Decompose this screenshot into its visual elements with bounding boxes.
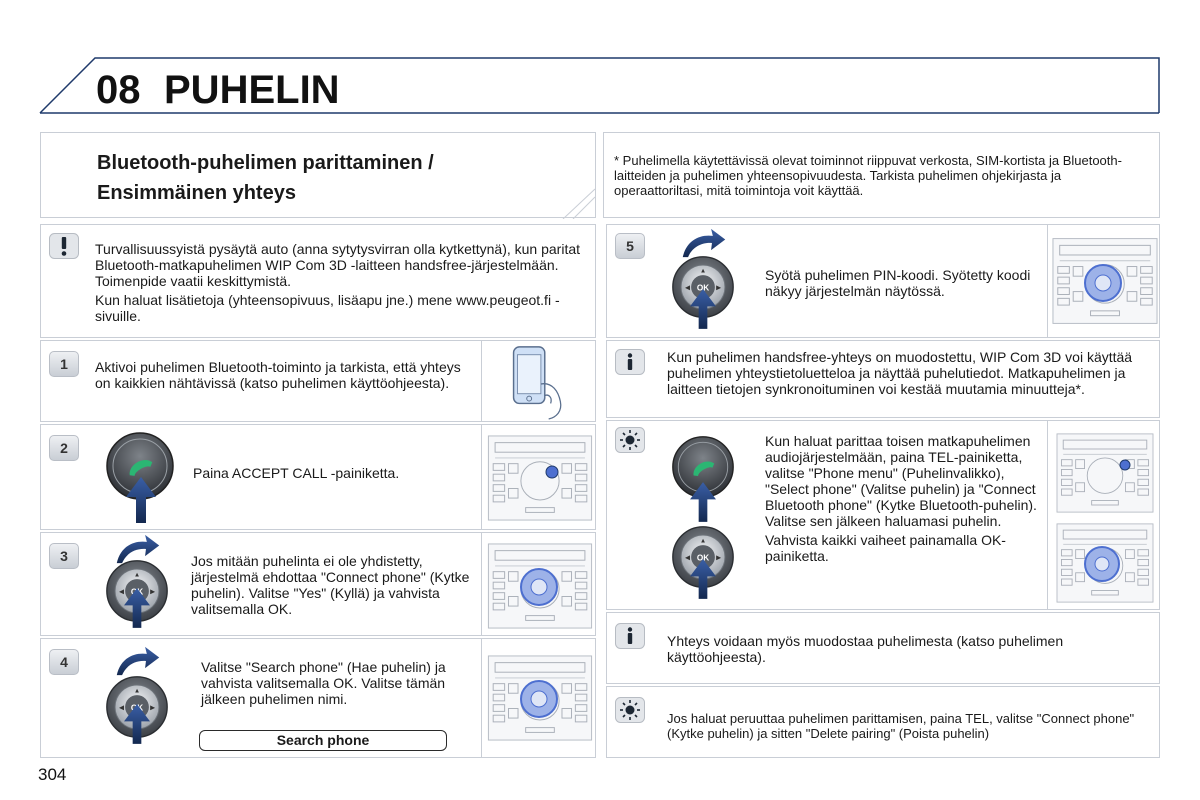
step-1-badge: 1 [49,351,79,377]
step-2-badge: 2 [49,435,79,461]
tip-1-divider [1047,421,1048,609]
info-2-text: Yhteys voidaan myös muodostaa puhelimesta (katso puhelimen käyttöohjeesta). [667,633,1064,665]
step-5-text: Syötä puhelimen PIN-koodi. Syötetty koodi näkyy järjestelmän näytössä. [765,267,1031,299]
info-box-1 [606,340,1160,418]
info-icon [615,349,645,375]
chapter-number: 08 [96,68,141,112]
info-box-2 [606,612,1160,684]
warning-box [40,224,596,338]
footnote-text: * Puhelimella käytettävissä olevat toiminnot riippuvat verkosta, SIM-kortista ja Bluetooth-laitteiden ja puhelimen yhteensopivuudesta. Tarkista puhelimen ohjekirjasta ja operaattoriltasi, mitä toimintoja voit käyttää. [614,153,1122,198]
step-1-divider [481,341,482,421]
step-3-badge: 3 [49,543,79,569]
step-4-text: Valitse "Search phone" (Hae puhelin) ja vahvista valitsemalla OK. Valitse tämän jälkeen puhelimen nimi. [201,659,446,707]
tip-icon [615,427,645,453]
step-3-box [40,532,596,636]
page-number: 304 [38,765,67,784]
step-5-divider [1047,225,1048,337]
tip-1-para1: Kun haluat parittaa toisen matkapuhelimen audiojärjestelmään, paina TEL-painiketta, valitse "Phone menu" (Puhelinvalikko), "Select phone" (Valitse puhelin) ja "Connect Bluetooth phone" (Kytke Bluetooth-puhelin). Valitse sen jälkeen haluamasi puhelin. [765,433,1037,529]
section-title-line2: Ensimmäinen yhteys [97,182,296,204]
tip-2-text: Jos haluat peruuttaa puhelimen parittamisen, paina TEL, valitse "Connect phone" (Kytke puhelin) ja sitten "Delete pairing" (Poista puhelin) [667,711,1135,741]
smartphone-icon [501,343,571,421]
chapter-title: PUHELIN [164,68,340,112]
up-arrow-icon [124,703,150,745]
step-4-box [40,638,596,758]
step-1-text: Aktivoi puhelimen Bluetooth-toiminto ja tarkista, että yhteys on kaikkien nähtävissä (katso puhelimen käyttöohjeesta). [95,359,461,391]
warning-para1: Turvallisuussyistä pysäytä auto (anna sytytysvirran olla kytkettynä), kun paritat Bluetooth-matkapuhelimen WIP Com 3D -laitteen handsfree-järjestelmään. Toimenpide vaatii keskittymistä. [95,241,581,289]
step-4-badge: 4 [49,649,79,675]
title-corner-lines [541,187,597,219]
tel-button-highlight [1119,459,1131,471]
chapter-header [0,0,1200,130]
tip-1-para2: Vahvista kaikki vaiheet painamalla OK-painiketta. [765,532,1006,564]
step-1-box [40,340,596,422]
search-phone-button[interactable]: Search phone [199,730,447,751]
step-2-box [40,424,596,530]
knob-highlight [519,567,559,607]
footnote-box [603,132,1160,218]
knob-highlight [1083,545,1121,583]
tip-box-2 [606,686,1160,758]
info-icon [615,623,645,649]
step-3-text: Jos mitään puhelinta ei ole yhdistetty, järjestelmä ehdottaa "Connect phone" (Kytke puhelin). Valitse "Yes" (Kyllä) ja vahvista valitsemalla OK. [191,553,470,617]
tip-box-1 [606,420,1160,610]
up-arrow-icon [690,481,716,523]
step-2-text: Paina ACCEPT CALL -painiketta. [193,465,400,481]
knob-highlight [1083,263,1123,303]
knob-highlight [519,679,559,719]
accept-call-highlight [545,465,559,479]
rotate-arrow-icon [115,645,161,677]
tip-1-text [765,433,1041,564]
up-arrow-icon [124,587,150,629]
console-icon [1052,433,1158,513]
up-arrow-icon [690,557,716,601]
console-icon [487,435,593,521]
info-1-text: Kun puhelimen handsfree-yhteys on muodostettu, WIP Com 3D voi käyttää puhelimen yhteystietoluetteloa ja näyttää puhelutiedot. Matkapuhelimen ja laitteen tietojen synkronoituminen voi kestää muutamia minuutteja*. [667,349,1133,397]
up-arrow-icon [126,477,156,523]
section-title-box [40,132,596,218]
section-title-line1: Bluetooth-puhelimen parittaminen / [97,152,434,174]
step-3-divider [481,533,482,635]
step-5-box [606,224,1160,338]
warning-text [95,241,585,324]
up-arrow-icon [690,287,716,331]
warning-para2: Kun haluat lisätietoja (yhteensopivuus, lisäapu jne.) mene www.peugeot.fi -sivuille. [95,292,560,324]
exclamation-icon [49,233,79,259]
step-4-divider [481,639,482,757]
step-2-divider [481,425,482,529]
step-5-badge: 5 [615,233,645,259]
tip-icon [615,697,645,723]
